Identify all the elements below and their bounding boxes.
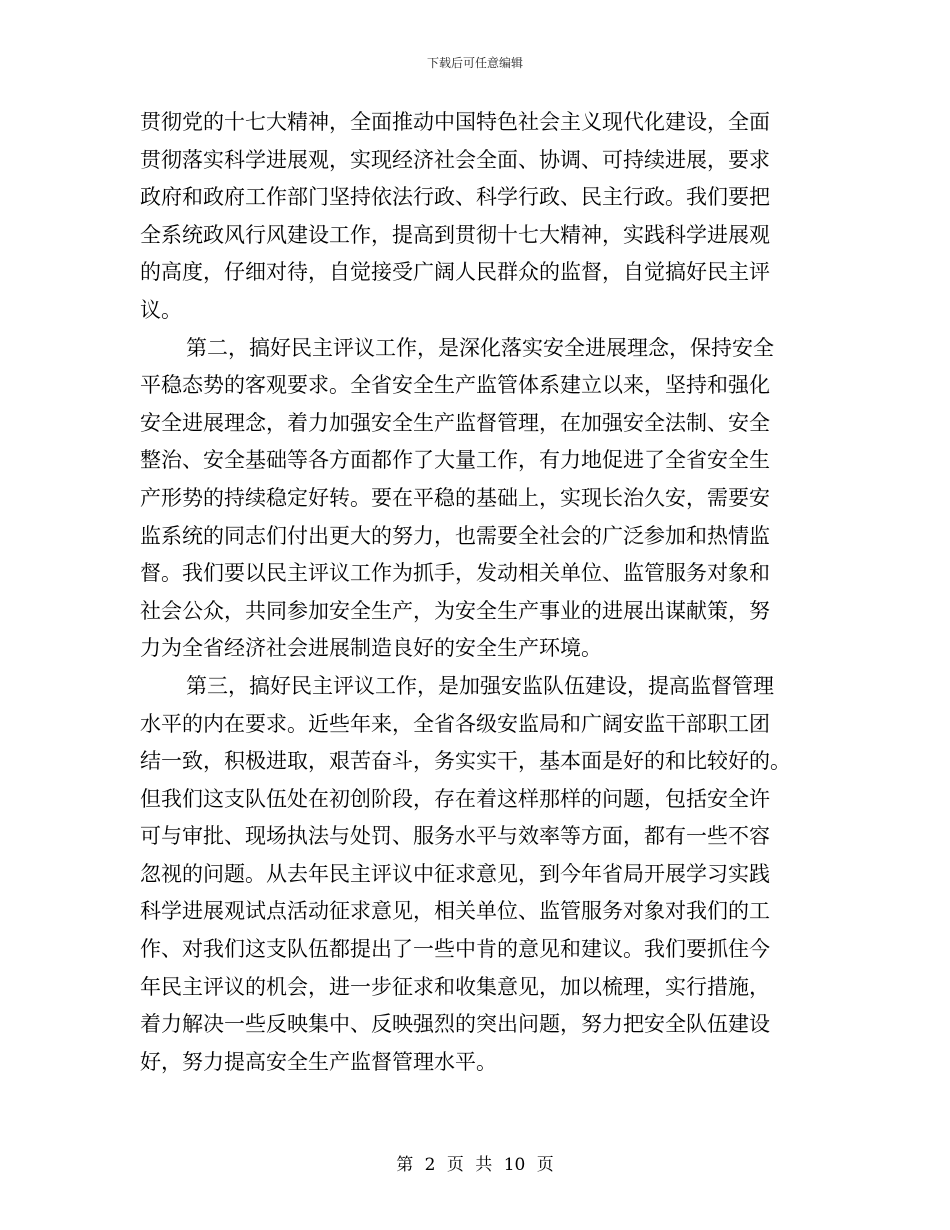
body-line: 好，努力提高安全生产监督管理水平。 xyxy=(140,1049,497,1074)
body-line: 产形势的持续稳定好转。要在平稳的基础上，实现长治久安，需要安 xyxy=(140,485,770,510)
body-line: 力为全省经济社会进展制造良好的安全生产环境。 xyxy=(140,636,602,661)
body-line: 水平的内在要求。近些年来，全省各级安监局和广阔安监干部职工团 xyxy=(140,711,770,736)
body-line: 忽视的问题。从去年民主评议中征求意见，到今年省局开展学习实践 xyxy=(140,861,770,886)
paragraph-first-line: 第二，搞好民主评议工作，是深化落实安全进展理念，保持安全 xyxy=(186,335,774,360)
body-line: 全系统政风行风建设工作，提高到贯彻十七大精神，实践科学进展观 xyxy=(140,222,770,247)
body-line: 社会公众，共同参加安全生产，为安全生产事业的进展出谋献策，努 xyxy=(140,598,770,623)
paragraph-first-line: 第三，搞好民主评议工作，是加强安监队伍建设，提高监督管理 xyxy=(186,673,774,698)
body-line: 贯彻落实科学进展观，实现经济社会全面、协调、可持续进展，要求 xyxy=(140,147,770,172)
document-body xyxy=(140,104,810,1081)
body-line: 的高度，仔细对待，自觉接受广阔人民群众的监督，自觉搞好民主评 xyxy=(140,260,770,285)
body-line: 平稳态势的客观要求。全省安全生产监管体系建立以来，坚持和强化 xyxy=(140,373,770,398)
body-line: 年民主评议的机会，进一步征求和收集意见，加以梳理，实行措施， xyxy=(140,974,770,999)
body-line: 议。 xyxy=(140,297,182,322)
body-line: 着力解决一些反映集中、反映强烈的突出问题，努力把安全队伍建设 xyxy=(140,1012,770,1037)
body-line: 可与审批、现场执法与处罚、服务水平与效率等方面，都有一些不容 xyxy=(140,824,770,849)
body-line: 政府和政府工作部门坚持依法行政、科学行政、民主行政。我们要把 xyxy=(140,185,770,210)
body-line: 科学进展观试点活动征求意见，相关单位、监管服务对象对我们的工 xyxy=(140,899,770,924)
page-header: 下载后可任意编辑 xyxy=(426,56,523,70)
body-line: 督。我们要以民主评议工作为抓手，发动相关单位、监管服务对象和 xyxy=(140,561,770,586)
body-line: 贯彻党的十七大精神，全面推动中国特色社会主义现代化建设，全面 xyxy=(140,110,770,134)
body-line: 作、对我们这支队伍都提出了一些中肯的意见和建议。我们要抓住今 xyxy=(140,937,770,962)
body-line: 安全进展理念，着力加强安全生产监督管理，在加强安全法制、安全 xyxy=(140,410,770,435)
body-line: 整治、安全基础等各方面都作了大量工作，有力地促进了全省安全生 xyxy=(140,448,770,473)
body-line: 但我们这支队伍处在初创阶段，存在着这样那样的问题，包括安全许 xyxy=(140,786,770,811)
page-footer: 第 2 页 共 10 页 xyxy=(396,1155,554,1175)
body-line: 监系统的同志们付出更大的努力，也需要全社会的广泛参加和热情监 xyxy=(140,523,770,548)
body-line: 结一致，积极进取，艰苦奋斗，务实实干，基本面是好的和比较好的。 xyxy=(140,749,791,774)
